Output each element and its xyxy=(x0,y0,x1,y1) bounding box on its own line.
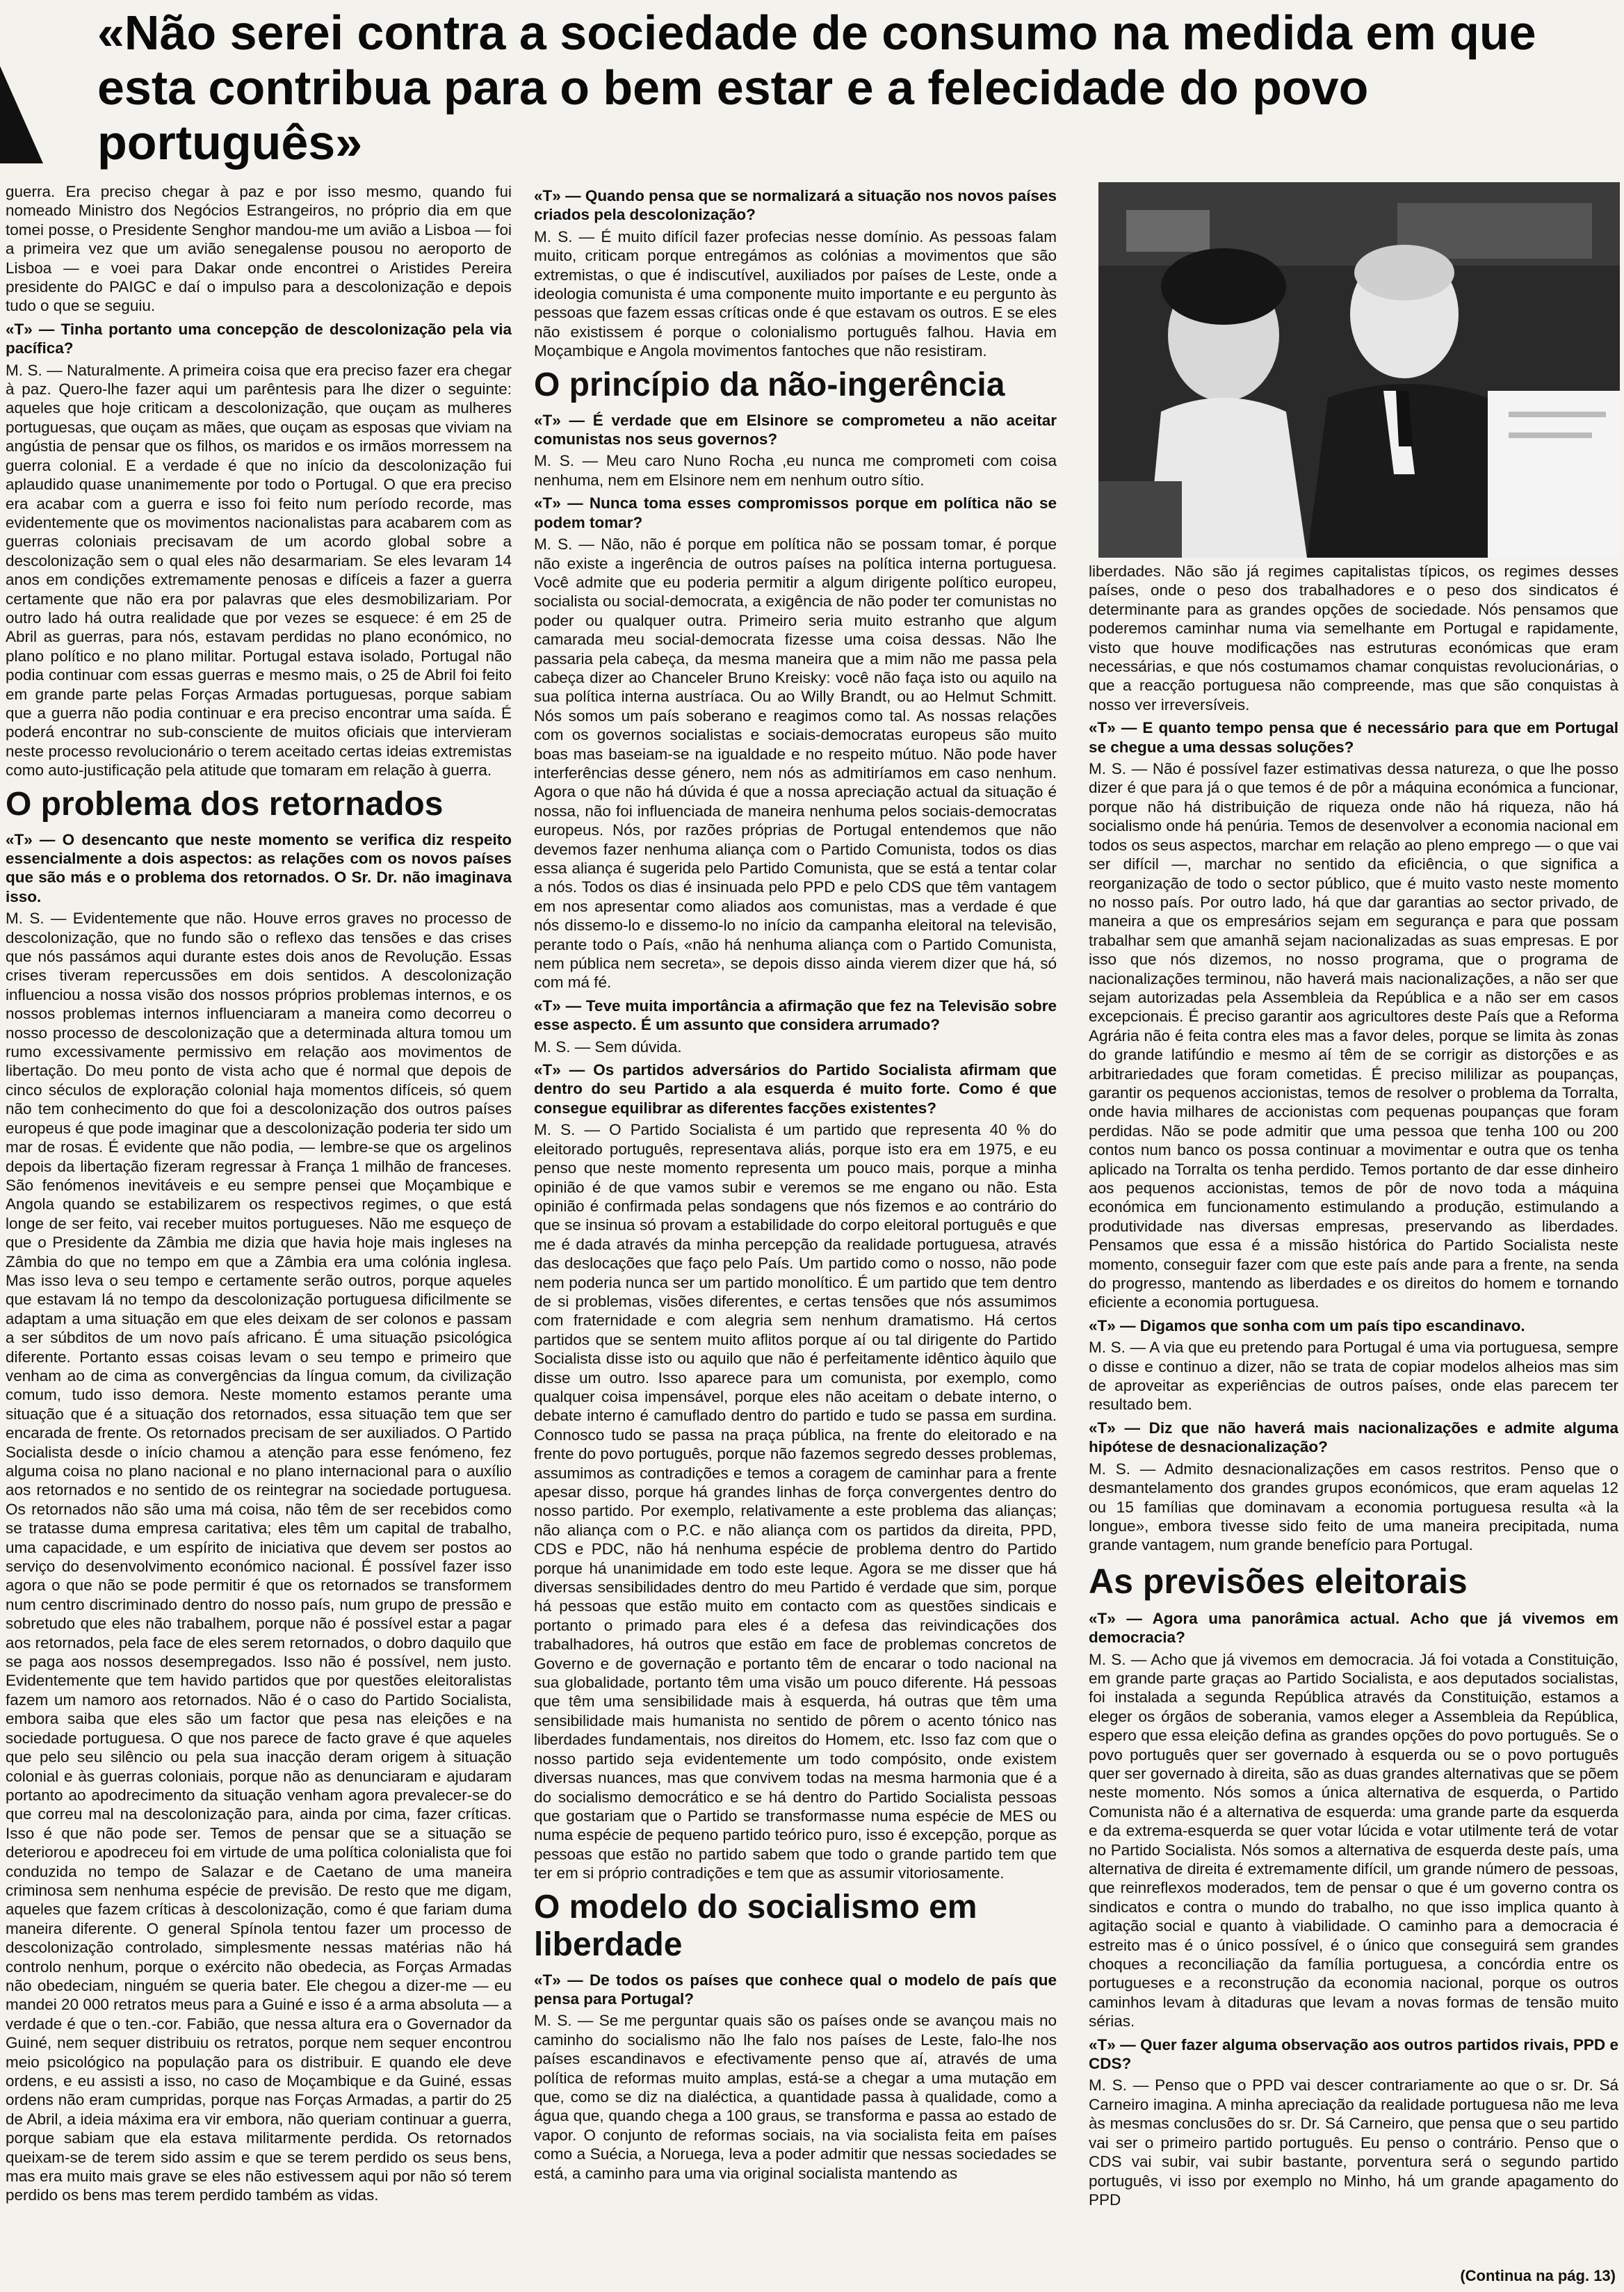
article-column-2 xyxy=(534,182,1057,2261)
question: «T» — Quer fazer alguma observação aos outros partidos rivais, PPD e CDS? xyxy=(1089,2035,1618,2073)
question: «T» — De todos os países que conhece qual o modelo de país que pensa para Portugal? xyxy=(534,1971,1057,2008)
page-headline: «Não serei contra a sociedade de consumo na medida em que esta contribua para o bem estar e a felecidade do povo português» xyxy=(97,6,1536,170)
question: «T» — Digamos que sonha com um país tipo escandinavo. xyxy=(1089,1316,1525,1334)
paragraph: M. S. — A via que eu pretendo para Portugal é uma via portuguesa, sempre o disse e continuo a dizer, não se trata de copiar modelos alheios mas sim de aproveitar as experiências de outros países, onde elas parecem ter resultado bem. xyxy=(1089,1339,1618,1414)
paragraph: M. S. — Meu caro Nuno Rocha ,eu nunca me comprometi com coisa nenhuma, nem em Elsinore nem em nenhum outro sítio. xyxy=(534,452,1057,489)
paragraph: M. S. — Sem dúvida. xyxy=(534,1038,682,1056)
article-column-3 xyxy=(1089,562,1618,2259)
paragraph: M. S. — Não, não é porque em política não se possam tomar, é porque não existe a ingerência de outros países na política interna portuguesa. Você admite que eu poderia permitir a algum dirigente político europeu, socialista ou social-democrata, a exigência de não poder ter comunistas no poder ou qualquer outra. Primeiro seria muito estranho que algum camarada meu social-democrata fizesse uma coisa dessas. Não lhe passaria pela cabeça, da mesma maneira que a mim não me passa pela cabeça dizer ao Chanceler Bruno Kreisky: você não faça isto ou aquilo na sua política interna austríaca. Ou ao Willy Brandt, ou ao Helmut Schmitt. Nós somos um país soberano e reagimos como tal. As nossas relações com os governos socialistas e sociais-democratas europeus são muito boas mas baseiam-se na igualdade e no respeito mútuo. Não pode haver interferências desse género, nem nós as admitiríamos em caso nenhum. Agora o que não há dúvida é que a nossa apreciação actual da situação é nossa, não foi influenciada de maneira nenhuma pelos sociais-democratas europeus. Nós, por razões próprias de Portugal entendemos que não devemos fazer nenhuma aliança com o Partido Comunista, todos os dias essa aliança é sugerida pelo Partido Comunista, que se está a tentar colar a nós. Todos os dias é insinuada pelo PPD e pelo CDS que têm vantagem em nos apresentar como aliados aos comunistas, mas a verdade é que nós dissemo-lo e dissemo-lo no início da campanha eleitoral na televisão, perante todo o País, «não há nenhuma aliança com o Partido Comunista, nem pública nem secreta», se depois disso ainda vierem dizer que há, só com má fé. xyxy=(534,535,1057,992)
paragraph: M. S. — É muito difícil fazer profecias nesse domínio. As pessoas falam muito, criticam porque entregámos as colónias a movimentos que são extremistas, o que é indiscutível, auxiliados por países de Leste, onde a ideologia comunista é uma componente muito importante e eu pergunto às pessoas que fazem essas críticas onde é que estavam os outros. E se eles não existissem é porque o colonialismo português falhou. Havia em Moçambique e Angola movimentos fantoches que não resistiram. xyxy=(534,227,1057,360)
question: «T» — Agora uma panorâmica actual. Acho que já vivemos em democracia? xyxy=(1089,1609,1618,1647)
paragraph: guerra. Era preciso chegar à paz e por isso mesmo, quando fui nomeado Ministro dos Negócios Estrangeiros, no próprio dia em que tomei posse, o Presidente Senghor mandou-me um avião a Lisboa — foi a primeira vez que um avião senegalense pousou no aeroporto de Lisboa — e voei para Dakar onde encontrei o Aristides Pereira presidente do PAIGC e daí o impulso para a descolonização e depois tudo o que se seguiu. xyxy=(6,183,512,315)
paragraph: M. S. — Penso que o PPD vai descer contrariamente ao que o sr. Dr. Sá Carneiro imagina. A minha apreciação da realidade portuguesa não me leva às mesmas conclusões do sr. Dr. Sá Carneiro, que pensa que o seu partido vai ser o primeiro partido português. Eu penso o contrário. Penso que o CDS vai subir, vai subir bastante, porventura será o segundo partido português, vi isso por exemplo no Minho, há um grande apagamento do PPD xyxy=(1089,2076,1618,2209)
question: «T» — Quando pensa que se normalizará a situação nos novos países criados pela descolonização? xyxy=(534,187,1057,224)
question: «T» — E quanto tempo pensa que é necessário para que em Portugal se chegue a uma dessas soluções? xyxy=(1089,719,1618,756)
paragraph: M. S. — Evidentemente que não. Houve erros graves no processo de descolonização, que no fundo são o reflexo das tensões e das crises que nós passámos aqui durante estes dois anos de Revolução. Essas crises tiveram repercussões em dois sentidos. A descolonização influenciou a nossa visão dos nossos próprios problemas internos, e os nossos problemas internos influenciaram a maneira como decorreu o nosso processo de descolonização que a determinada altura tomou um rumo excessivamente permissivo em relação aos movimentos de libertação. Do meu ponto de vista acho que é normal que depois de cinco séculos de exploração colonial haja momentos difíceis, só quem não tem conhecimento do que foi a descolonização dos outros países europeus é que pode imaginar que a descolonização poderia ter sido um mar de rosas. É evidente que não podia, — lembre-se que os argelinos depois da libertação fizeram regressar à França 1 milhão de franceses. São fenómenos inevitáveis e eu sempre pensei que Moçambique e Angola quando se estabilizarem os respectivos regimes, o que está longe de ser feito, vai receber muitos portugueses. Não me esqueço de que o Presidente da Zâmbia me dizia que havia hoje mais ingleses na Zâmbia do que no tempo em que a Zâmbia era uma colónia inglesa. Mas isso leva o seu tempo e certamente serão outros, porque aqueles que estavam lá no tempo da descolonização portuguesa dificilmente se adaptam a uma situação em que eles deixam de ser colonos e passam a ser súbditos de um novo país africano. É uma situação psicológica diferente. Portanto essas coisas levam o seu tempo e primeiro que venham ao de cima as convergências da língua comum, da civilização comum, tudo isso demora. Neste momento estamos perante uma situação que é a situação dos retornados, essa situação tem que ser encarada de frente. Os retornados precisam de ser auxiliados. O Partido Socialista desde o início chamou a atenção para esse fenómeno, fez alguma coisa no plano nacional e no plano internacional para o auxílio aos retornados e no sentido de os reintegrar na sociedade portuguesa. Os retornados não são uma má coisa, não têm de ser recebidos como se tratasse duma empresa caritativa; eles têm um capital de trabalho, uma capacidade, e um espírito de iniciativa que devem ser postos ao serviço do desenvolvimento económico nacional. É possível fazer isso agora o que não se pode permitir é que os retornados se transformem num centro discriminado dentro do nosso país, num grupo de pressão e sobretudo que eles não trabalhem, porque não é possível estar a pagar aos retornados, pela face de eles serem retornados, o dobro daquilo que se paga aos nossos desempregados. Isso não é possível, nem justo. Evidentemente que tem havido partidos que por questões eleitoralistas fazem um namoro aos retornados. Não é o caso do Partido Socialista, embora saiba que eles são um factor que pesa nas eleições e na sociedade portuguesa. O que nos parece de facto grave é que aqueles que pelo seu silêncio ou pela sua inacção deram origem à situação colonial e às guerras coloniais, porque não as denunciaram e ajudaram portanto ao apodrecimento da situação venham agora prevalecer-se do que correu mal na descolonização para, ainda por cima, fazer críticas. Isso é que não pode ser. Temos de pensar que se a situação se deteriorou e apodreceu foi em virtude de uma política colonialista que foi conduzida no tempo de Salazar e de Caetano de uma maneira criminosa sem nenhuma espécie de previsão. De resto que me digam, aqueles que fazem críticas à descolonização, como é que fariam duma maneira diferente. O general Spínola tentou fazer um processo de descolonização controlado, simplesmente nessas matérias não há controlo nenhum, porque o exército não obedecia, as Forças Armadas não obedeciam, ninguém se queria bater. Ele chegou a dizer-me — eu mandei 20 000 retratos meus para a Guiné e isso é a arma absoluta — a verdade é que o ten.-cor. Fabião, que nessa altura era o Governador da Guiné, nem sequer distribuiu os retratos, porque nem sequer encontrou meio psicológico na população para os distribuir. E quando ele deve ordens, e eu assisti a isso, no caso de Moçambique e da Guiné, essas ordens não eram cumpridas, porque nas Forças Armadas, a partir do 25 de Abril, a ideia máxima era vir embora, não queriam continuar a guerra, porque sabiam que ela estava militarmente perdida. Os retornados queixam-se de terem sido assim e que se terem perdido os seus bens, mas era muito mais grave se eles não estivessem aqui por não só terem perdido os bens mas terem perdido também as vidas. xyxy=(6,910,512,2204)
question: «T» — Tinha portanto uma concepção de descolonização pela via pacífica? xyxy=(6,320,512,357)
section-title: O problema dos retornados xyxy=(6,785,444,823)
photo-illustration xyxy=(1098,182,1620,558)
section-title: As previsões eleitorais xyxy=(1089,1561,1468,1601)
section-title: O modelo do socialismo em liberdade xyxy=(534,1888,977,1963)
continuation-note: (Continua na pág. 13) xyxy=(1460,2267,1616,2284)
paragraph: M. S. — Admito desnacionalizações em casos restritos. Penso que o desmantelamento dos grandes grupos económicos, que eram aquelas 12 ou 15 famílias que dominavam a economia portuguesa resulta «à la longue», embora tivesse sido feito de uma maneira precipitada, numa grande vantagem, num grande benefício para Portugal. xyxy=(1089,1460,1618,1554)
question: «T» — Teve muita importância a afirmação que fez na Televisão sobre esse aspecto. É um assunto que considera arrumado? xyxy=(534,996,1057,1034)
section-title: O princípio da não-ingerência xyxy=(534,366,1005,403)
paragraph: M. S. — O Partido Socialista é um partido que representa 40 % do eleitorado português, representava aliás, porque isto era em 1975, e eu penso que neste momento representa um pouco mais, porque a minha opinião é de que vamos subir e veremos se me engano ou não. Esta opinião é confirmada pelas sondagens que nós fizemos e ao contrário do que se insinua só provam a estabilidade do corpo eleitoral português e que me é dada através da minha percepção da realidade portuguesa, através das deslocações que faço pelo País. Um partido como o nosso, não pode nem poderia nunca ser um partido monolítico. É um partido que tem dentro de si problemas, visões diferentes, e certas tensões que nós assumimos com fraternidade e com alegria sem nenhum dramatismo. Há certos partidos que se sentem muito aflitos porque aí ou tal dirigente do Partido Socialista disse isto ou aquilo que não é perfeitamente idêntico àquilo que disse um outro. Isso aparece para um comunista, por exemplo, como qualquer coisa impensável, porque eles não aceitam o debate interno, o debate interno é camuflado dentro do partido e tudo se passa em surdina. Connosco tudo se passa na praça pública, na frente do eleitorado e na frente do povo português, porque não fazemos segredo desses problemas, assumimos as contradições e temos a coragem de caminhar para a frente apesar disso, porque há grandes linhas de força convergentes dentro do nosso partido. Por exemplo, relativamente a este problema das alianças; não aliança com o P.C. e não aliança com os partidos da direita, PPD, CDS e PDC, não há nenhuma espécie de problema dentro do Partido porque há unanimidade em todo este leque. Agora se me disser que há diversas sensibilidades dentro do meu Partido é verdade que sim, porque há pessoas que estão muito em contacto com as questões sindicais e portanto o primado para eles é a defesa das reivindicações dos trabalhadores, há outros que estão em face de problemas concretos de Governo e de governação e portanto têm de encarar o todo nacional na sua globalidade, portanto têm uma visão um pouco diferente. Há pessoas que têm uma sensibilidade mais à esquerda, há outras que têm uma sensibilidade mais humanista no sentido de pôrem o acento tónico nas liberdades fundamentais, nos direitos do Homem, etc. Isso faz com que o nosso partido seja evidentemente um todo compósito, onde existem diversas nuances, mas que convivem todas na mesma harmonia que é a do socialismo democrático e se há dentro do Partido Socialista pessoas que gostariam que o Partido se transformasse numa espécie de MES ou numa espécie de pequeno partido teórico puro, isso é excepção, porque as pessoas que estão no partido sabem que todo o grande partido tem que ter em si próprio contradições e tem que as assumir vitoriosamente. xyxy=(534,1121,1057,1882)
interview-photo xyxy=(1098,182,1620,558)
question: «T» — Diz que não haverá mais nacionalizações e admite alguma hipótese de desnacionalização? xyxy=(1089,1419,1618,1456)
article-column-1 xyxy=(6,182,512,2261)
headline-wedge-ornament xyxy=(0,66,43,163)
paragraph: M. S. — Naturalmente. A primeira coisa que era preciso fazer era chegar à paz. Quero-lhe fazer aqui um parêntesis para lhe dizer o seguinte: aqueles que hoje criticam a descolonização, que ouçam as mulheres portuguesas, que ouçam as mães, que ouçam as esposas que viviam na angústia de pensar que os filhos, os maridos e os irmãos morressem na guerra colonial. E a verdade é que no início da descolonização fui aplaudido quase unanimemente por todo o Portugal. O que era preciso era acabar com a guerra e isso foi feito num período recorde, mas evidentemente que os movimentos nacionalistas para acabarem com as guerras coloniais precisavam de um acordo global sobre a descolonização sem o qual eles não desarmariam. Se eles levaram 14 anos em condições extremamente penosas e difíceis a fazer a guerra certamente que não era por palavras que eles desmobilizariam. Por outro lado há outra realidade que por vezes se esquece: é em 25 de Abril as guerras, para nós, estavam perdidas no plano económico, no plano político e no plano militar. Portugal estava isolado, Portugal não podia continuar com essas guerras e mesmo mais, o 25 de Abril foi feito em grande parte pelas Forças Armadas portuguesas, porque sabiam que a guerra não podia continuar e era preciso encontrar uma saída. É poderá encontrar no sub-consciente de muitos oficiais que intervieram neste processo revolucionário o terem aceitado certas ideias extremistas como auto-justificação pela atitude que tomaram em relação à guerra. xyxy=(6,361,512,780)
paragraph: M. S. — Acho que já vivemos em democracia. Já foi votada a Constituição, em grande parte graças ao Partido Socialista, e aos deputados socialistas, foi instalada a segunda República através da Constituição, estamos a eleger os órgãos de soberania, vamos eleger a Assembleia da República, espero que essa eleição defina as grandes opções do povo português. Se o povo português quer ser governado à esquerda ou se o povo português quer ser governado à direita, são as duas grandes alternativas que se põem neste momento. Nós somos a única alternativa de esquerda, o Partido Comunista não é a alternativa de esquerda: uma grande parte da esquerda e da extrema-esquerda se quer votar lúcida e votar utilmente terá de votar no Partido Socialista. Nós somos a alternativa de esquerda deste país, uma alternativa de direita é extremamente difícil, um grande número de pessoas, que reinreflexos moderados, tem de pensar o que é um governo contra os sindicatos e contra o mundo do trabalho, no que isso implica quanto à agitação social e quanto à viabilidade. O caminho para a democracia é estreito mas é o único possível, é o único que conseguirá sem grandes choques a reconciliação da família portuguesa, a concórdia entre os portugueses e a reconstrução da economia nacional, porque os outros caminhos levam à ditaduras que levam a novas formas de tensão muito sérias. xyxy=(1089,1650,1618,2031)
question: «T» — Nunca toma esses compromissos porque em política não se podem tomar? xyxy=(534,494,1057,531)
paragraph: M. S. — Não é possível fazer estimativas dessa natureza, o que lhe posso dizer é que para já o que temos é de pôr a máquina económica a funcionar, porque não há distribuição de riqueza onde não há riqueza, não há socialismo onde há penúria. Temos de desenvolver a economia nacional em todos os seus aspectos, marchar em relação ao pleno emprego — o que vai ser difícil —, marchar no sentido da eficiência, o que significa a reorganização de todo o sector público, que é muito vasto neste momento no nosso país. Por outro lado, há que dar garantias ao sector privado, de maneira a que os empresários sejam em segurança e para que possam trabalhar sem que amanhã sejam nacionalizadas as suas empresas. E por isso que nós dizemos, no nosso programa, que o programa de nacionalizações terminou, não haverá mais nacionalizações, a não ser que sejam autorizadas pela Assembleia da República e a não ser em casos excepcionais. É preciso garantir aos agricultores deste País que a Reforma Agrária não é feita contra eles mas a favor deles, porque se limita às zonas do grande latifúndio e mesmo aí têm de se corrigir as distorções e as arbitrariedades que foram cometidas. É preciso mililizar as poupanças, garantir os pequenos accionistas, temos de resolver o problema da Torralta, onde havia milhares de accionistas com pequenas poupanças que foram perdidas. Não se pode admitir que uma pessoa que tenha 100 ou 200 contos num banco os possa continuar a movimentar e outra que os tenha aplicado na Torralta os tenha perdido. Temos portanto de dar esse dinheiro aos pequenos accionistas, temos de pôr de novo toda a máquina económica em funcionamento estimulando a produção, estimulando a produtividade nas diversas empresas, preservando as liberdades. Pensamos que essa é a missão histórica do Partido Socialista neste momento, conseguir fazer com que este país ande para a frente, na senda do progresso, mantendo as liberdades e os direitos do homem e tornando eficiente a economia portuguesa. xyxy=(1089,760,1618,1312)
paragraph: M. S. — Se me perguntar quais são os países onde se avançou mais no caminho do socialismo não lhe falo nos países de Leste, falo-lhe nos países escandinavos e efectivamente penso que aí, através de uma política de reformas muito amplas, está-se a chegar a uma mutação em que, como se diz na dialéctica, a quantidade passa à qualidade, como a água que, quando chega a 100 graus, se transforma e passa ao estado de vapor. O conjunto de reformas sociais, na via socialista feita em países como a Suécia, a Noruega, leva a poder admitir que nessas sociedades se está, a caminho para uma via original socialista mantendo as xyxy=(534,2012,1057,2182)
question: «T» — Os partidos adversários do Partido Socialista afirmam que dentro do seu Partido a ala esquerda é muito forte. Como é que consegue equilibrar as diferentes facções existentes? xyxy=(534,1061,1057,1117)
paragraph: liberdades. Não são já regimes capitalistas típicos, os regimes desses países, onde o peso dos trabalhadores e o peso dos sindicatos é determinante para as grandes opções de sociedade. Nós pensamos que poderemos caminhar numa via semelhante em Portugal e rapidamente, visto que houve modificações nas estruturas económicas que eram necessárias, e que nós costumamos chamar conquistas revolucionárias, o que a reacção portuguesa não compreende, mas que são conquistas à nosso ver irreversíveis. xyxy=(1089,563,1618,713)
question: «T» — É verdade que em Elsinore se comprometeu a não aceitar comunistas nos seus governos? xyxy=(534,411,1057,449)
question: «T» — O desencanto que neste momento se verifica diz respeito essencialmente a dois aspectos: as relações com os novos países que são más e o problema dos retornados. O Sr. Dr. não imaginava isso. xyxy=(6,830,512,905)
